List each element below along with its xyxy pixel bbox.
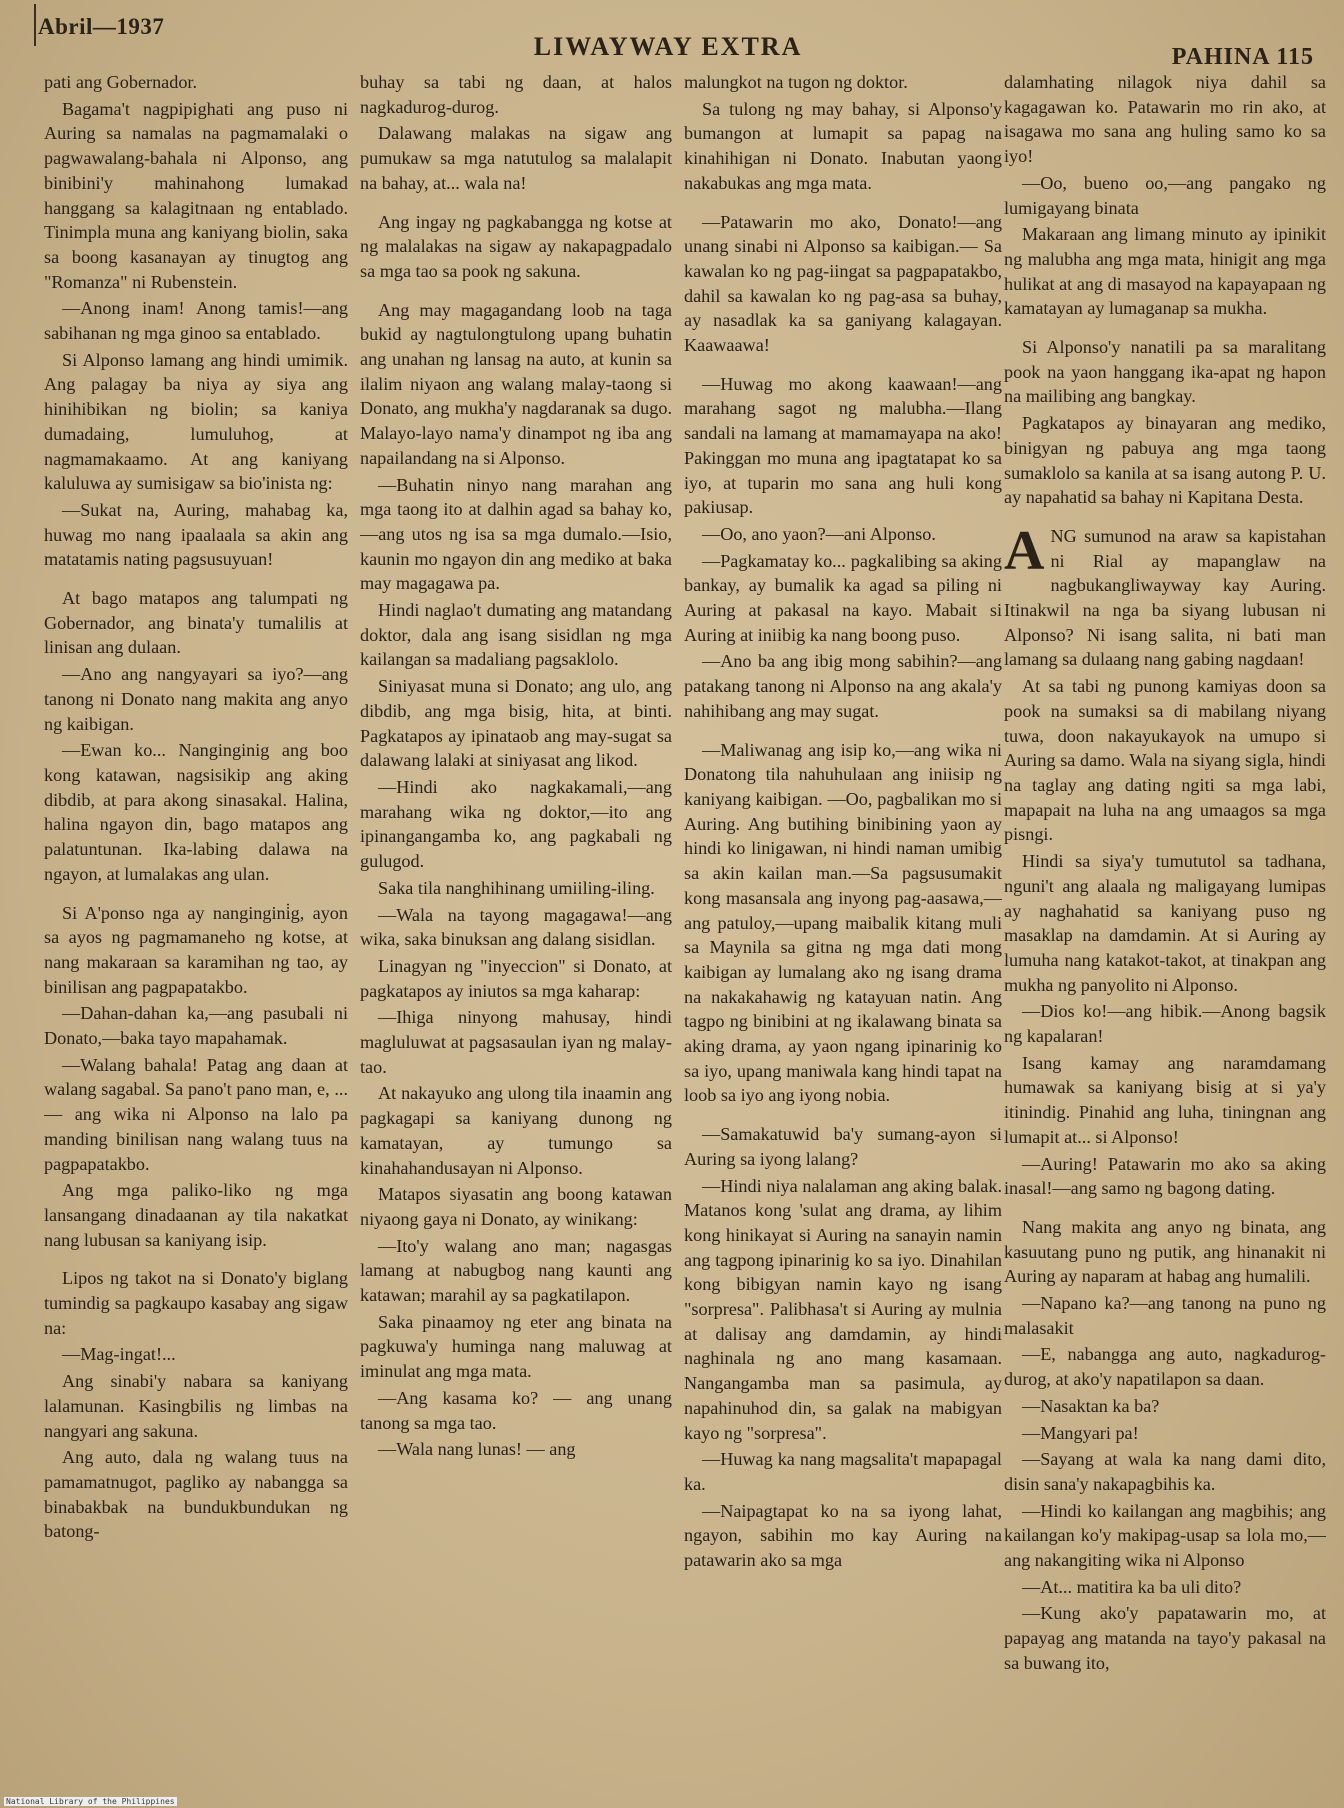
paragraph-text: —Ano ba ang ibig mong sabihin?—ang patakang tanong ni Alponso na ang akala'y nahihibang ang may sugat. — [684, 651, 1002, 721]
paragraph-text: Ang sinabi'y nabara sa kaniyang lalamunan. Kasingbilis ng limbas na nangyari ang sakuna. — [44, 1371, 348, 1441]
paragraph — [684, 738, 1002, 1109]
paragraph — [360, 1182, 672, 1231]
paragraph-text: —Hindi niya nalalaman ang aking balak. Matanos kong 'sulat ang drama, ay lihim kong hinikayat si Auring na sanayin namin ang tagpong ipinarinig ko sa iyo. Dinahilan kong bibigyan namin kayo ng isang "sorpresa". Palibhasa't si Auring ay mulnia at dalisay ang damdamin, ay hindi naghinala ng ano mang kasamaan. Nangangamba man sa pasimula, ay napahinuhod din, sa galak na mabigyan kayo ng "sorpresa". — [684, 1175, 1002, 1443]
paragraph-text: —Dahan-dahan ka,—ang pasubali ni Donato,—baka tayo mapahamak. — [44, 1003, 348, 1049]
paragraph — [684, 522, 1002, 547]
paragraph-text: —Ito'y walang ano man; nagasgas lamang at nabugbog nang kaunti ang katawan; marahil ay sa pagkatilapon. — [360, 1235, 672, 1306]
paragraph-text: buhay sa tabi ng daan, at halos nagkadurog-durog. — [360, 72, 672, 117]
text-column-3 — [684, 70, 1002, 1770]
paragraph-text: —Patawarin mo ako, Donato!—ang unang sinabi ni Alponso sa kaibigan.— Sa kawalan ko ng pag-iingat sa pagpapatakbo, dahil sa kawalan ko ng pag-asa sa buhay, ay nasadlak ka sa ganiyang kalagayan. Kaawaawa! — [684, 211, 1002, 356]
paragraph-text: —Mangyari pa! — [1022, 1422, 1139, 1443]
paragraph-text: Ang ingay ng pagkabangga ng kotse at ng malalakas na sigaw ay nakapagpadalo sa mga tao sa pook ng sakuna. — [360, 211, 672, 281]
paragraph — [360, 1081, 672, 1180]
paragraph-text: —Huwag mo akong kaawaan!—ang marahang sagot ng malubha.—Ilang sandali na lamang at mamamayapa na ako! Pakinggan mo muna ang ipagtatapat ko sa iyo, at tuparin mo sana ang huli kong pakiusap. — [684, 373, 1002, 518]
margin-rule — [34, 4, 36, 46]
paragraph-text: —Oo, bueno oo,—ang pangako ng lumigayang binata — [1004, 172, 1326, 218]
paragraph — [1004, 999, 1326, 1048]
paragraph-text: —Huwag ka nang magsalita't mapapagal ka. — [684, 1449, 1002, 1494]
paragraph-text: —Auring! Patawarin mo ako sa aking inasal!—ang samo ng bagong dating. — [1004, 1153, 1326, 1199]
paragraph-text: Bagama't nagpipighati ang puso ni Auring sa namalas na pagmamalaki o pagwawalang-bahala ni Alponso, ang binibini'y mahinahong lumakad hanggang sa kalagitnaan ng entablado. Tinimpla muna ang kaniyang biolin, saka sa boong kasanayan ay tinugtog ang "Romanza" ni Rubenstein. — [44, 98, 348, 292]
paragraph-text: —Ang kasama ko? — ang unang tanong sa mga tao. — [360, 1387, 672, 1433]
paragraph-text: —Walang bahala! Patag ang daan at walang sagabal. Sa pano't pano man, e, ...— ang wika ni Alponso na lalo pa manding binilisan nang walang tuus na pagpapatakbo. — [44, 1054, 348, 1174]
paragraph — [360, 1386, 672, 1435]
paragraph-text: Linagyan ng "inyeccion" si Donato, at pagkatapos ay iniutos sa mga kaharap: — [360, 955, 672, 1001]
paragraph — [684, 1122, 1002, 1171]
paragraph-text: Hindi naglao't dumating ang matandang doktor, dala ang isang sisidlan ng mga kailangan sa madaliang pagsaklolo. — [360, 600, 672, 670]
paragraph-text: Ang may magagandang loob na taga bukid ay nagtulongtulong upang buhatin ang unahan ng lansag na auto, at kunin sa ilalim niyaon ang walang malay-taong si Donato, ang mukha'y nagdaranak sa dugo. Malayo-layo nama'y dinampot ng iba ang napailandang na si Alponso. — [360, 299, 672, 468]
paragraph-text: pati ang Gobernador. — [44, 72, 198, 92]
archive-credit: National Library of the Philippines — [6, 1797, 175, 1806]
paragraph — [1004, 1291, 1326, 1340]
paragraph — [684, 372, 1002, 520]
paragraph-text: —Sukat na, Auring, mahabag ka, huwag mo nang ipaalaala sa akin ang matatamis nating pagsusuyuan! — [44, 499, 348, 570]
text-column-4 — [1004, 70, 1326, 1770]
paragraph — [1004, 70, 1326, 169]
paragraph — [360, 473, 672, 597]
paragraph-text: —Dios ko!—ang hibik.—Anong bagsik ng kapalaran! — [1004, 1001, 1326, 1047]
paragraph-text: Pagkatapos ay binayaran ang mediko, binigyan ng pabuya ang mga taong sumaklolo sa kanila at sa isang autong P. U. ay napahatid sa bahay ni Kapitana Desta. — [1004, 413, 1326, 508]
paragraph — [360, 70, 672, 119]
paragraph — [684, 549, 1002, 648]
paragraph — [1004, 1342, 1326, 1391]
paragraph-text: —Buhatin ninyo nang marahan ang mga taong ito at dalhin agad sa bahay ko,—ang utos ng isa sa mga dumalo.—Isio, kaunin mo ngayon din ang mediko at baka may magagawa pa. — [360, 474, 672, 594]
paragraph — [360, 1437, 672, 1462]
text-column-1 — [44, 70, 348, 1770]
paragraph — [44, 901, 348, 1000]
paragraph-text: —Napano ka?—ang tanong na puno ng malasakit — [1004, 1293, 1326, 1338]
paragraph-text: Dalawang malakas na sigaw ang pumukaw sa mga natutulog sa malalapit na bahay, at... wala na! — [360, 123, 672, 193]
paragraph-text: —Hindi ko kailangan ang magbihis; ang kailangan ko'y makipag-usap sa lola mo,—ang nakangiting wika ni Alponso — [1004, 1500, 1326, 1571]
paragraph — [684, 649, 1002, 723]
paragraph-text: —Maliwanag ang isip ko,—ang wika ni Donatong tila nahuhulaan ang iniisip ng kaniyang kaibigan. —Oo, pagbalikan mo si Auring. Ang butihing binibining yaon ay hindi ko linigawan, ni hindi naman umibig sa akin kailan man.—Sa pagsusumakit kong masansala ang inyong pag-aasawa,—ang patuloy,—upang maibalik kitang muli sa Maynila sa gitna ng mga dati mong kaibigan ay lumalang ako ng isang drama na nakakahawig ng katayuan natin. Ang tagpo ng binibini at ng ikalawang binata sa aking drama, ay yaon ngang ipinarinig ko sa iyo, upang maniwala kang hindi tapat na loob sa iyo ang iyong nobia. — [684, 739, 1002, 1106]
text-column-2 — [360, 70, 672, 1770]
paragraph — [44, 70, 348, 95]
paragraph-text: At nakayuko ang ulong tila inaamin ang pagkagapi sa kaniyang dunong ng kamatayan, ay tumungo sa kinahahandusayan ni Alponso. — [360, 1083, 672, 1178]
paragraph — [360, 903, 672, 952]
paragraph — [44, 296, 348, 345]
paragraph — [360, 876, 672, 901]
paragraph — [1004, 1215, 1326, 1289]
paragraph — [1004, 674, 1326, 847]
paragraph-text: Si A'ponso nga ay nangingini̇g, ayon sa ayos ng pagmamaneho ng kotse, at nang makaraan sa karamihan ng tao, ay binilisan ang pagpapatakbo. — [44, 902, 348, 997]
page-number: PAHINA 115 — [1171, 44, 1314, 70]
page-header — [38, 14, 1314, 70]
paragraph-text: Siniyasat muna si Donato; ang ulo, ang dibdib, ang mga bisig, hita, at binti. Pagkatapos ay ipinataob ang may-sugat sa dalawang lalaki at siniyasat ang likod. — [360, 676, 672, 771]
paragraph — [1004, 1601, 1326, 1675]
paragraph — [360, 1005, 672, 1079]
paragraph-text: —Anong inam! Anong tamis!—ang sabihanan ng mga ginoo sa entablado. — [44, 298, 348, 344]
paragraph-text: Ang mga paliko-liko ng mga lansangang dinadaanan ay tila nakatkat nang lubusan sa kaniyang isip. — [44, 1180, 348, 1250]
paragraph — [360, 210, 672, 284]
issue-date: Abril—1937 — [38, 14, 165, 39]
paragraph — [1004, 222, 1326, 321]
paragraph-text: At sa tabi ng punong kamiyas doon sa pook na sumaksi sa di mabilang niyang tuwa, doon nakayukayok na umupo si Auring sa damo. Wala na siyang sigla, hindi na taglay ang dating ngiti sa mga labi, mapapait na luha na ang umaagos sa mga pisngi. — [1004, 676, 1326, 845]
paragraph — [44, 1369, 348, 1443]
paragraph-text: —Hindi ako nagkakamali,—ang marahang wika ng doktor,—ito ang ipinangangamba ko, ang pagkabali ng gulugod. — [360, 776, 672, 872]
paragraph-text: Hindi sa siya'y tumututol sa tadhana, nguni't ang alaala ng maligayang lumipas ay naghahatid sa kaniyang puso ng masaklap na damdamin. At si Auring ay lumuha nang katakot-takot, at tinakpan ang mukha ng panyolito ni Alponso. — [1004, 851, 1326, 995]
paragraph-text: Lipos ng takot na si Donato'y biglang tumindig sa pagkaupo kasabay ang sigaw na: — [44, 1268, 348, 1338]
paragraph-text: —Oo, ano yaon?—ani Alponso. — [702, 523, 936, 544]
paragraph — [1004, 1152, 1326, 1201]
paragraph-text: Nang makita ang anyo ng binata, ang kasuutang puno ng putik, ang hinanakit ni Auring ay naparam at habag ang humalili. — [1004, 1216, 1326, 1287]
publication-title: LIWAYWAY EXTRA — [533, 32, 803, 61]
paragraph — [44, 662, 348, 736]
paragraph — [44, 586, 348, 660]
paragraph — [1004, 1051, 1326, 1150]
paragraph — [360, 1234, 672, 1308]
paragraph — [684, 1447, 1002, 1496]
paragraph-text: —Ihiga ninyong mahusay, hindi magluluwat at pagsasaulan iyan ng malay-tao. — [360, 1007, 672, 1077]
paragraph — [44, 348, 348, 496]
paragraph-text: —Kung ako'y papatawarin mo, at papayag ang matanda na tayo'y pakasal na sa buwang ito, — [1004, 1603, 1326, 1673]
paragraph-text: —Sayang at wala ka nang dami dito, disin sana'y nakapagbihis ka. — [1004, 1449, 1326, 1494]
paragraph — [360, 121, 672, 195]
paragraph-text: —Ano ang nangyayari sa iyo?—ang tanong ni Donato nang makita ang anyo ng kaibigan. — [44, 664, 348, 734]
paragraph-text: Makaraan ang limang minuto ay ipinikit ng malubha ang mga mata, hinigit ang mga hulikat at ang di masayod na kapayapaan ng kamatayan ay lumaganap sa mukha. — [1004, 224, 1326, 319]
paragraph-text: —Mag-ingat!... — [62, 1344, 176, 1365]
paragraph — [1004, 849, 1326, 997]
paragraph-text: —Pagkamatay ko... pagkalibing sa aking bankay, ay bumalik ka agad sa piling ni Auring at pakasal na kayo. Mabait si Auring at iniibig ka nang boong puso. — [684, 550, 1002, 645]
paragraph — [44, 498, 348, 572]
paragraph — [1004, 519, 1326, 672]
paragraph — [1004, 1447, 1326, 1496]
paragraph — [684, 210, 1002, 358]
paragraph-text: Sa tulong ng may bahay, si Alponso'y bumangon at lumapit sa papag na kinahihigan ni Donato. Inabutan yaong nakabukas ang mga mata. — [684, 98, 1002, 193]
paragraph-text: NG sumunod na araw sa kapistahan ni Rial ay mapanglaw na nagbukangliwayway kay Auring. Itinakwil na nga ba siyang lubusan ni Alponso? Ni isang salita, ni bati man lamang sa dulaang nang gabing nagdaan! — [1004, 525, 1326, 670]
paragraph — [44, 1445, 348, 1544]
paragraph — [684, 1499, 1002, 1573]
paragraph — [684, 70, 1002, 95]
paragraph-text: dalamhating nilagok niya dahil sa kagagawan ko. Patawarin mo rin ako, at isagawa mo sana ang huling samo ko sa iyo! — [1004, 72, 1326, 167]
paragraph — [1004, 1499, 1326, 1573]
paragraph — [44, 1266, 348, 1340]
paragraph — [360, 1310, 672, 1384]
paragraph-text: —Wala na tayong magagawa!—ang wika, saka binuksan ang dalang sisidlan. — [360, 904, 672, 950]
paragraph — [1004, 1575, 1326, 1600]
paragraph — [360, 674, 672, 773]
paragraph-text: —Nasaktan ka ba? — [1022, 1395, 1160, 1416]
paragraph-text: Ang auto, dala ng walang tuus na pamamatnugot, pagliko ay nabangga sa binabakbak na bundukbundukan ng batong- — [44, 1447, 348, 1542]
paragraph-text: —Samakatuwid ba'y sumang-ayon si Auring sa iyong lalang? — [684, 1124, 1002, 1169]
paragraph-text: Matapos siyasatin ang boong katawan niyaong gaya ni Donato, ay winikang: — [360, 1184, 672, 1229]
paragraph — [44, 738, 348, 886]
paragraph-text: Saka tila nanghihinang umiiling-iling. — [378, 877, 655, 898]
paragraph-text: —Wala nang lunas! — ang — [378, 1439, 576, 1460]
paragraph-text: —Ewan ko... Nanginginig ang boo kong katawan, nagsisikip ang aking dibdib, at para akong sinasakal. Halina, halina ngayon din, bago matapos ang palatuntunan. Ika-labing dalawa na ngayon, at lumalakas ang ulan. — [44, 740, 348, 884]
paragraph-text: Isang kamay ang naramdamang humawak sa kaniyang bisig at si ya'y itinindig. Pinahid ang luha, tiningnan ang lumapit at... si Alponso! — [1004, 1052, 1326, 1147]
paragraph-text: Si Alponso lamang ang hindi umimik. Ang palagay ba niya ay siya ang hinihibikan ng biolin; sa kaniya dumadaing, lumuluhog, at nagmamakaamo. At ang kaniyang kaluluwa ay sumisigaw sa bio'inista ng: — [44, 349, 348, 494]
paragraph-text: Saka pinaamoy ng eter ang binata na pagkuwa'y huminga nang maluwag at iminulat ang mga mata. — [360, 1311, 672, 1382]
paragraph-text: —Naipagtapat ko na sa iyong lahat, ngayon, sabihin mo kay Auring na patawarin ako sa mga — [684, 1500, 1002, 1571]
paragraph-text: At bago matapos ang talumpati ng Gobernador, ang binata'y tumalilis at linisan ang dulaan. — [44, 588, 348, 658]
paragraph-text: malungkot na tugon ng doktor. — [684, 72, 908, 92]
paragraph-text: —At... matitira ka ba uli dito? — [1022, 1576, 1242, 1597]
paragraph — [684, 1174, 1002, 1446]
paragraph — [360, 775, 672, 874]
paragraph — [1004, 1421, 1326, 1446]
paragraph — [1004, 335, 1326, 409]
paragraph — [360, 298, 672, 471]
paragraph — [44, 1053, 348, 1177]
paragraph-text: —E, nabangga ang auto, nagkadurog-durog, at ako'y napatilapon sa daan. — [1004, 1344, 1326, 1390]
paragraph — [44, 1001, 348, 1050]
paragraph — [360, 598, 672, 672]
paragraph — [44, 1178, 348, 1252]
paragraph — [44, 1342, 348, 1367]
paragraph — [360, 954, 672, 1003]
paragraph — [1004, 411, 1326, 510]
paragraph-text: Si Alponso'y nanatili pa sa maralitang pook na yaon hanggang ika-apat ng hapon na mailibing ang bangkay. — [1004, 337, 1326, 407]
paragraph — [684, 97, 1002, 196]
paragraph — [1004, 1394, 1326, 1419]
paragraph — [1004, 171, 1326, 220]
paragraph — [44, 97, 348, 295]
drop-cap: A — [1004, 519, 1045, 582]
